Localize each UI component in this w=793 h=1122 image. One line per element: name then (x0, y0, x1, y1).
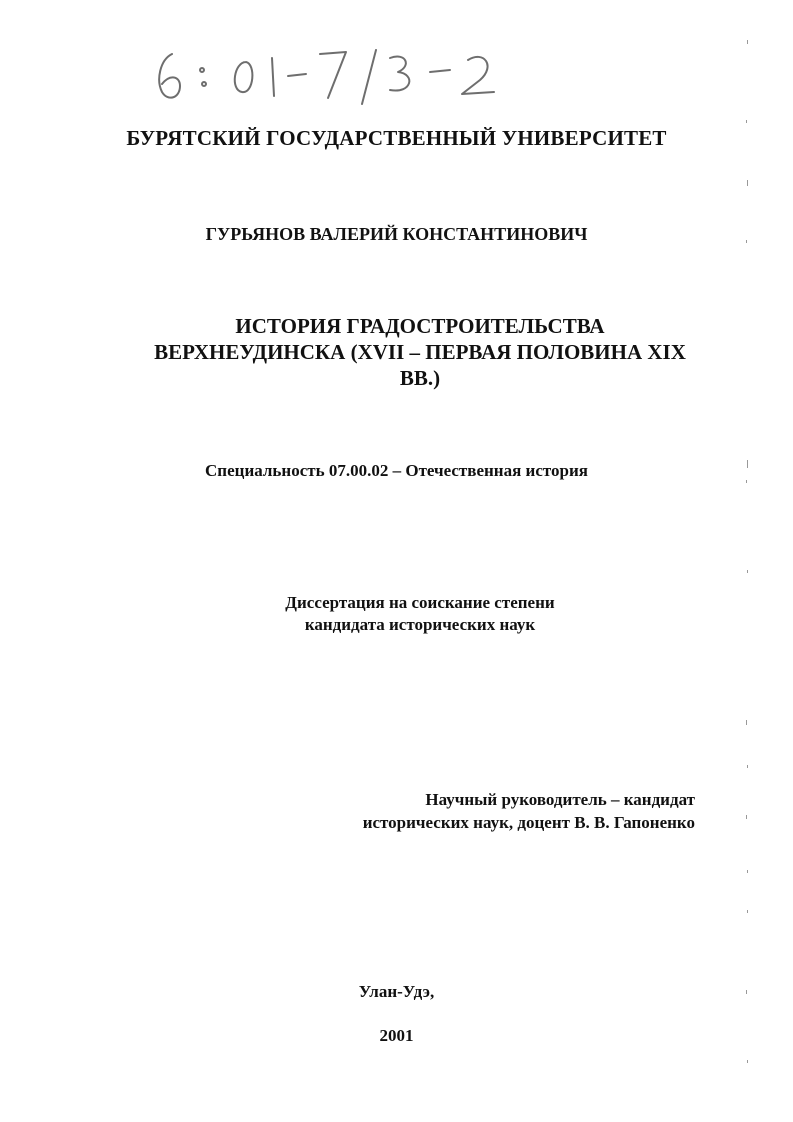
supervisor-line-1: Научный руководитель – кандидат (425, 790, 695, 809)
specialty-line: Специальность 07.00.02 – Отечественная история (205, 461, 588, 480)
year: 2001 (379, 1026, 414, 1045)
dissertation-title (110, 313, 730, 391)
scan-edge-marks (741, 30, 753, 1110)
degree-statement (0, 592, 793, 636)
title-line-2: ВЕРХНЕУДИНСКА (XVII – ПЕРВАЯ ПОЛОВИНА XIX (154, 340, 686, 364)
degree-line-2: кандидата исторических наук (304, 615, 536, 634)
title-line-3: ВВ.) (399, 366, 441, 390)
supervisor-block (300, 788, 695, 834)
supervisor-line-2: исторических наук, доцент В. В. Гапоненко (362, 813, 695, 832)
city: Улан-Удэ, (358, 982, 435, 1001)
handwritten-stamp-image (150, 40, 520, 110)
title-line-1: ИСТОРИЯ ГРАДОСТРОИТЕЛЬСТВА (235, 314, 605, 338)
author-name: ГУРЬЯНОВ ВАЛЕРИЙ КОНСТАНТИНОВИЧ (205, 224, 588, 244)
degree-line-1: Диссертация на соискание степени (285, 593, 555, 612)
university-name: БУРЯТСКИЙ ГОСУДАРСТВЕННЫЙ УНИВЕРСИТЕТ (126, 126, 667, 150)
